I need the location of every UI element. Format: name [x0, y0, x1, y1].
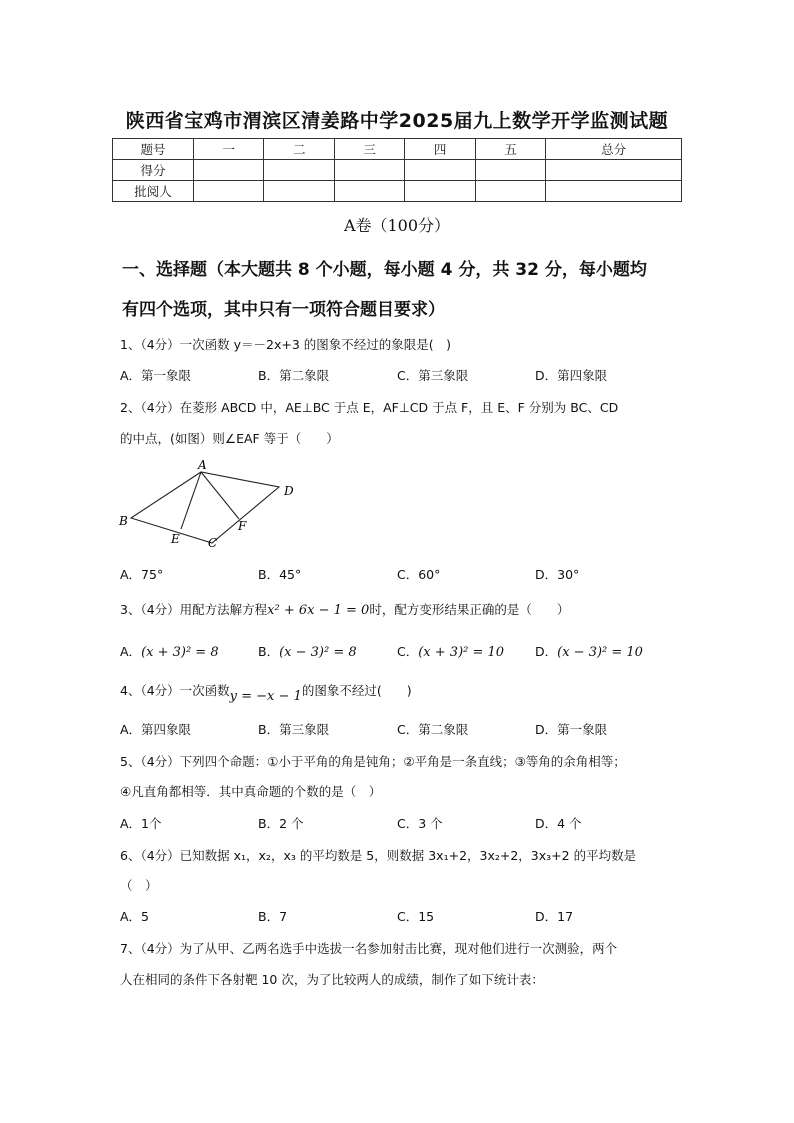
table-header-cell: 题号 — [113, 139, 194, 160]
table-cell[interactable] — [405, 160, 475, 181]
table-row-label: 批阅人 — [113, 181, 194, 202]
label-c: C — [208, 536, 218, 550]
q6-option-b[interactable]: B．7 — [258, 909, 288, 924]
segment-af — [201, 472, 239, 519]
q3-option-a-letter: A． — [120, 644, 142, 659]
question-6-line2: （ ） — [120, 878, 158, 893]
q2-option-a[interactable]: A．75° — [120, 567, 164, 582]
label-e: E — [171, 532, 180, 546]
q1-option-a[interactable]: A．第一象限 — [120, 368, 192, 383]
question-7-line1: 7、（4分）为了从甲、乙两名选手中选拔一名参加射击比赛，现对他们进行一次测验，两个 — [120, 941, 618, 956]
table-cell[interactable] — [264, 181, 334, 202]
page-title: 陕西省宝鸡市渭滨区清姜路中学2025届九上数学开学监测试题 — [125, 110, 669, 132]
label-d: D — [284, 484, 294, 498]
q3-option-d-math: (x − 3)² = 10 — [557, 645, 643, 660]
q3-option-b-math: (x − 3)² = 8 — [279, 645, 357, 660]
question-1-text: 1、（4分）一次函数 y＝－2x+3 的图象不经过的象限是( ) — [120, 337, 452, 352]
q5-option-c[interactable]: C．3 个 — [397, 816, 443, 831]
score-table — [112, 138, 682, 202]
table-header-cell: 五 — [475, 139, 545, 160]
table-cell[interactable] — [194, 160, 264, 181]
q2-option-c[interactable]: C．60° — [397, 567, 441, 582]
table-row — [113, 160, 682, 181]
q5-option-a[interactable]: A．1个 — [120, 816, 162, 831]
question-5-line1: 5、（4分）下列四个命题：①小于平角的角是钝角；②平角是一条直线；③等角的余角相等； — [120, 754, 626, 769]
q6-option-a[interactable]: A．5 — [120, 909, 150, 924]
q4-prefix: 4、（4分）一次函数 — [120, 683, 230, 698]
question-2-line2: 的中点，(如图）则∠EAF 等于（ ） — [120, 431, 339, 446]
question-5-line2: ④凡直角都相等．其中真命题的个数的是（ ） — [120, 784, 382, 799]
table-cell[interactable] — [475, 160, 545, 181]
q3-option-b-letter: B． — [258, 644, 280, 659]
q5-option-d[interactable]: D．4 个 — [535, 816, 582, 831]
table-header-cell: 四 — [405, 139, 475, 160]
q4-option-b[interactable]: B．第三象限 — [258, 722, 330, 737]
q3-option-a[interactable] — [120, 642, 219, 660]
q6-option-d[interactable]: D．17 — [535, 909, 574, 924]
q4-equation: y = −x − 1 — [229, 689, 302, 704]
q3-equation: x² + 6x − 1 = 0 — [267, 603, 370, 618]
table-header-row — [113, 139, 682, 160]
q4-option-d[interactable]: D．第一象限 — [535, 722, 608, 737]
q1-option-b[interactable]: B．第二象限 — [258, 368, 330, 383]
q5-option-b[interactable]: B．2 个 — [258, 816, 304, 831]
q3-suffix: 时，配方变形结果正确的是（ ） — [369, 602, 570, 617]
q6-option-c[interactable]: C．15 — [397, 909, 435, 924]
q4-option-a[interactable]: A．第四象限 — [120, 722, 192, 737]
question-4-line — [120, 681, 412, 704]
q3-option-c-math: (x + 3)² = 10 — [418, 645, 505, 660]
table-header-cell: 总分 — [546, 139, 682, 160]
table-header-cell: 三 — [334, 139, 404, 160]
section-heading-line2: 有四个选项，其中只有一项符合题目要求） — [122, 300, 445, 320]
question-2-line1: 2、（4分）在菱形 ABCD 中，AE⊥BC 于点 E，AF⊥CD 于点 F，且 E、F 分别为 BC、CD — [120, 400, 619, 415]
q3-option-c-letter: C． — [397, 644, 419, 659]
section-a-title: A卷（100分） — [343, 216, 451, 235]
question-3-line — [120, 600, 569, 618]
q2-option-b[interactable]: B．45° — [258, 567, 302, 582]
question-7-line2: 人在相同的条件下各射靶 10 次，为了比较两人的成绩，制作了如下统计表： — [120, 972, 544, 987]
table-cell[interactable] — [475, 181, 545, 202]
table-header-cell: 二 — [264, 139, 334, 160]
rhombus-lines — [131, 472, 279, 543]
q4-suffix: 的图象不经过( ) — [301, 683, 412, 698]
table-cell[interactable] — [334, 160, 404, 181]
q4-option-c[interactable]: C．第二象限 — [397, 722, 469, 737]
segment-ae — [181, 472, 201, 529]
section-heading-line1: 一、选择题（本大题共 8 个小题，每小题 4 分，共 32 分，每小题均 — [122, 260, 647, 280]
table-cell[interactable] — [405, 181, 475, 202]
label-b: B — [119, 514, 128, 528]
rhombus-figure — [112, 455, 312, 555]
table-cell[interactable] — [194, 181, 264, 202]
table-header-cell: 一 — [194, 139, 264, 160]
table-row-label: 得分 — [113, 160, 194, 181]
label-f: F — [238, 519, 247, 533]
question-6-line1: 6、（4分）已知数据 x₁，x₂，x₃ 的平均数是 5，则数据 3x₁+2，3x₂+2，3x₃+2 的平均数是 — [120, 848, 637, 863]
q3-prefix: 3、（4分）用配方法解方程 — [120, 602, 268, 617]
table-row — [113, 181, 682, 202]
q2-option-d[interactable]: D．30° — [535, 567, 580, 582]
rhombus-outline — [131, 472, 279, 543]
label-a: A — [198, 458, 207, 472]
q1-option-c[interactable]: C．第三象限 — [397, 368, 469, 383]
table-cell[interactable] — [334, 181, 404, 202]
table-cell[interactable] — [546, 181, 682, 202]
q3-option-d-letter: D． — [535, 644, 558, 659]
q3-option-a-math: (x + 3)² = 8 — [141, 645, 219, 660]
table-cell[interactable] — [546, 160, 682, 181]
table-cell[interactable] — [264, 160, 334, 181]
q3-option-d[interactable] — [535, 642, 643, 660]
q3-option-b[interactable] — [258, 642, 357, 660]
q3-option-c[interactable] — [397, 642, 504, 660]
q1-option-d[interactable]: D．第四象限 — [535, 368, 608, 383]
